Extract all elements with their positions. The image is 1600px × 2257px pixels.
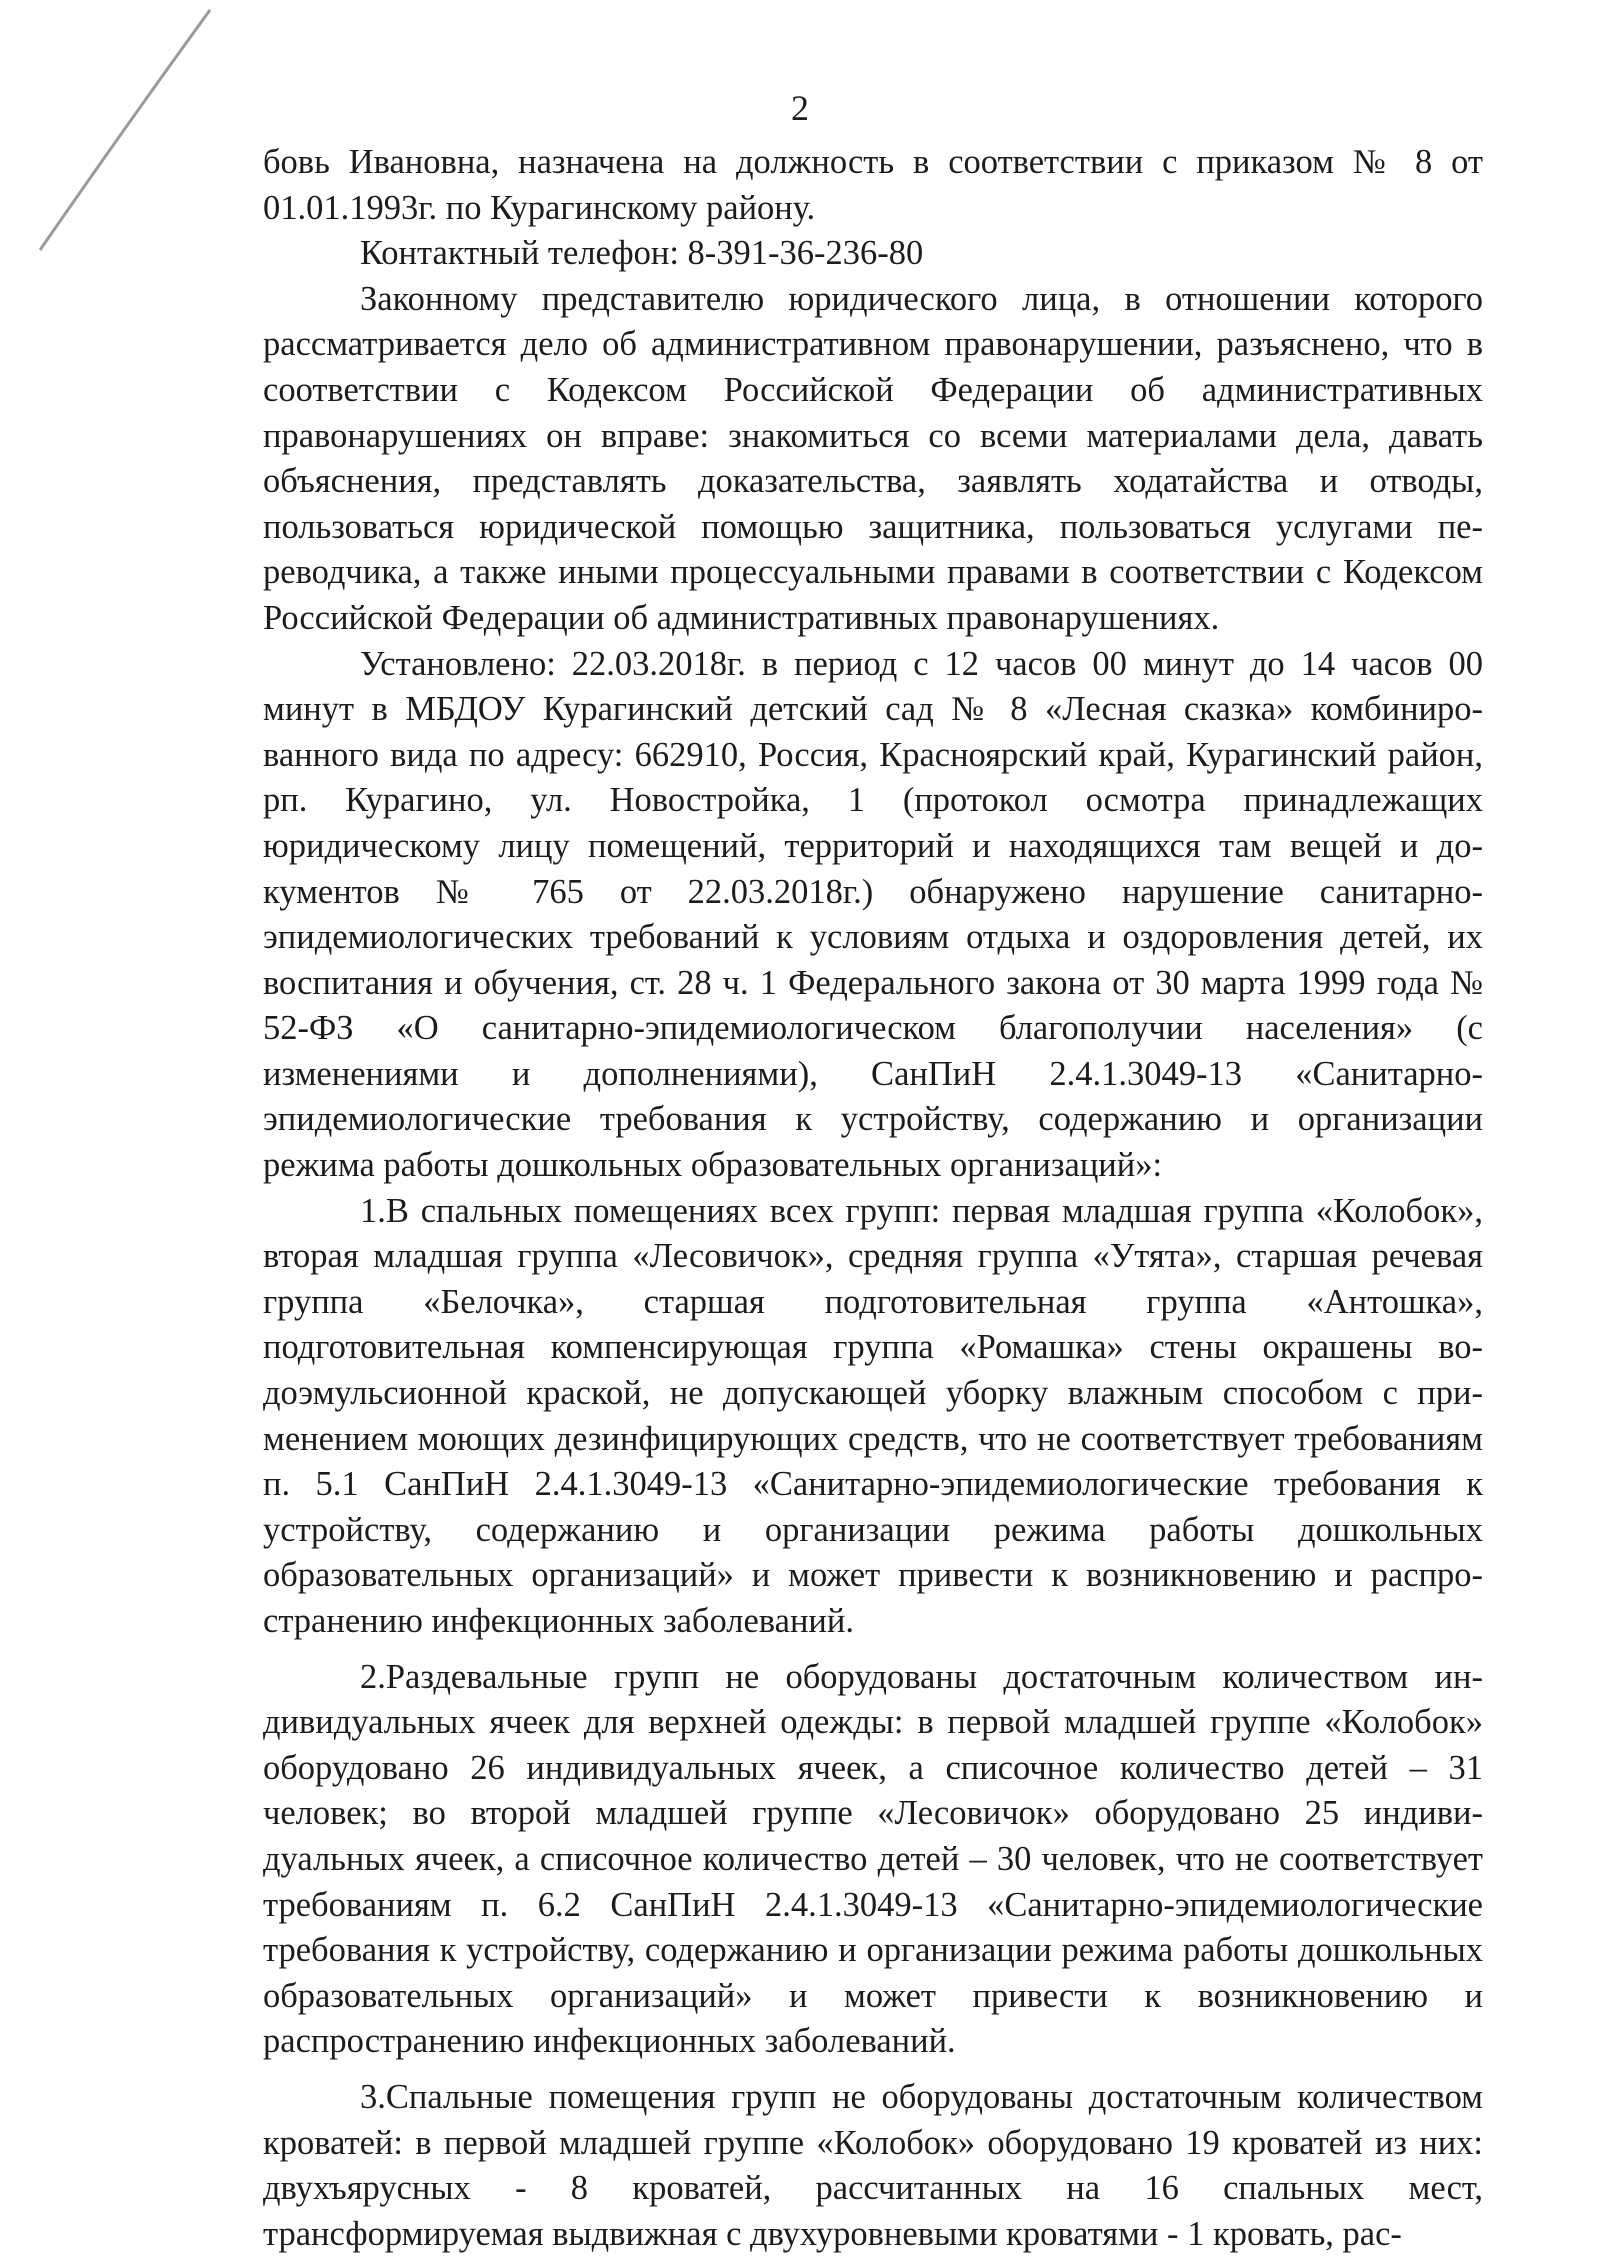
paragraph-established-findings: Установлено: 22.03.2018г. в период с 12 часов 00 минут до 14 часов 00 минут в МБДОУ Курагинский детский сад № 8 «Лесная сказка» комбинированного вида по адресу: 662910, Россия, Красноярский край, Курагинский район, рп. Курагино, ул. Новостройка, 1 (протокол осмотра принадлежащих юридическому лицу помещений, территорий и находящихся там вещей и документов № 765 от 22.03.2018г.) обнаружено нарушение санитарно-эпидемиологических требований к условиям отдыха и оздоровления детей, их воспитания и обучения, ст. 28 ч. 1 Федерального закона от 30 марта 1999 года № 52-ФЗ «О санитарно-эпидемиологическом благополучии населения» (с изменениями и дополнениями), СанПиН 2.4.1.3049-13 «Санитарно-эпидемиологические требования к устройству, содержанию и организации режима работы дошкольных образовательных организаций»:	[263, 644, 1483, 1185]
scan-edge-mark	[0, 0, 220, 260]
document-body	[263, 140, 1483, 2257]
page-number: 2	[791, 88, 809, 128]
paragraph-representative-appointment: бовь Ивановна, назначена на должность в соответствии с приказом № 8 от 01.01.1993г. по Курагинскому району.	[263, 143, 1483, 227]
paragraph-violation-2: 2.Раздевальные групп не оборудованы достаточным количеством индивидуальных ячеек для верхней одежды: в первой младшей группе «Колобок» оборудовано 26 индивидуальных ячеек, а списочное количество детей – 31 человек; во второй младшей группе «Лесовичок» оборудовано 25 индивидуальных ячеек, а списочное количество детей – 30 человек, что не соответствует требованиям п. 6.2 СанПиН 2.4.1.3049-13 «Санитарно-эпидемиологические требования к устройству, содержанию и организации режима работы дошкольных образовательных организаций» и может привести к возникновению и распространению инфекционных заболеваний.	[263, 1657, 1483, 2061]
paragraph-contact-phone: Контактный телефон: 8-391-36-236-80	[360, 234, 924, 273]
paragraph-violation-1: 1.В спальных помещениях всех групп: первая младшая группа «Колобок», вторая младшая группа «Лесовичок», средняя группа «Утята», старшая речевая группа «Белочка», старшая подготовительная группа «Антошка», подготовительная компенсирующая группа «Ромашка» стены окрашены водоэмульсионной краской, не допускающей уборку влажным способом с применением моющих дезинфицирующих средств, что не соответствует требованиям п. 5.1 СанПиН 2.4.1.3049-13 «Санитарно-эпидемиологические требования к устройству, содержанию и организации режима работы дошкольных образовательных организаций» и может привести к возникновению и распространению инфекционных заболеваний.	[263, 1191, 1483, 1640]
paragraph-rights-explained: Законному представителю юридического лица, в отношении которого рассматривается дело об административном правонарушении, разъяснено, что в соответствии с Кодексом Российской Федерации об административных правонарушениях он вправе: знакомиться со всеми материалами дела, давать объяснения, представлять доказательства, заявлять ходатайства и отводы, пользоваться юридической помощью защитника, пользоваться услугами переводчика, а также иными процессуальными правами в соответствии с Кодексом Российской Федерации об административных правонарушениях.	[263, 279, 1483, 637]
paragraph-violation-3: 3.Спальные помещения групп не оборудованы достаточным количеством кроватей: в первой младшей группе «Колобок» оборудовано 19 кроватей из них: двухъярусных - 8 кроватей, рассчитанных на 16 спальных мест, трансформируемая выдвижная с двухуровневыми кроватями - 1 кровать, рас-	[263, 2077, 1483, 2253]
